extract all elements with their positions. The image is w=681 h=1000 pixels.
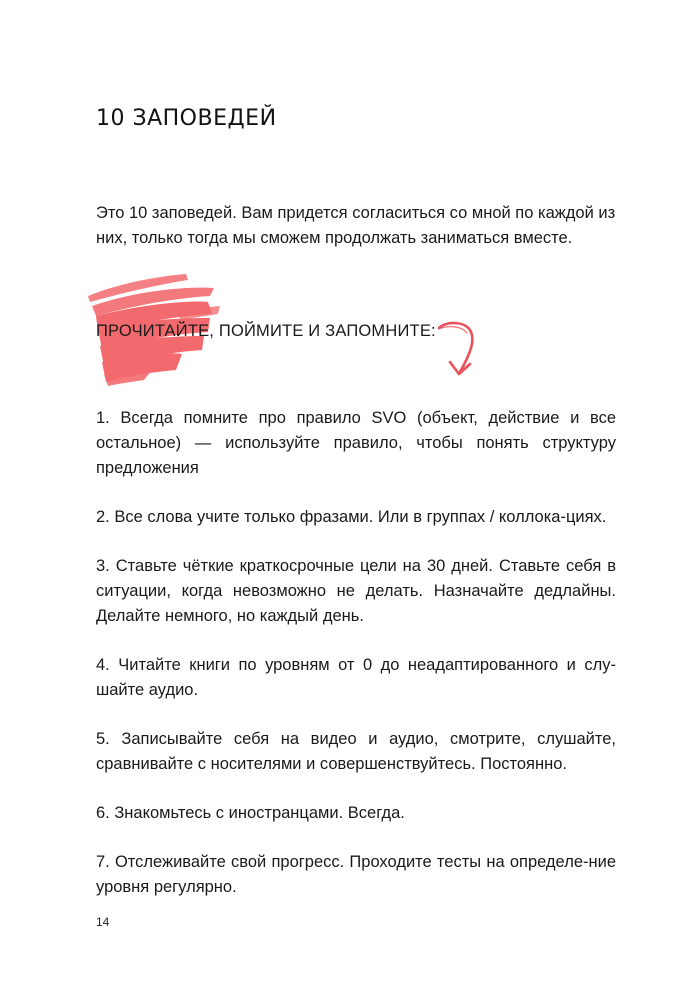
- list-item: 6. Знакомьтесь с иностранцами. Всегда.: [96, 804, 405, 822]
- page-number: 14: [96, 915, 110, 929]
- list-item: 7. Отслеживайте свой прогресс. Проходите тесты на определе-ние уровня регулярно.: [96, 853, 616, 896]
- curved-arrow-down-icon: [436, 318, 480, 380]
- list-item: 1. Всегда помните про правило SVO (объект, действие и все остальное) — используйте правило, чтобы понять структуру предложения: [96, 409, 616, 477]
- list-item: 5. Записывайте себя на видео и аудио, смотрите, слушайте, сравнивайте с носителями и совершенствуйтесь. Постоянно.: [96, 730, 616, 773]
- page-title: 10 ЗАПОВЕДЕЙ: [96, 106, 277, 131]
- rules-list: [96, 406, 616, 924]
- intro-paragraph: Это 10 заповедей. Вам придется согласиться со мной по каждой из них, только тогда мы сможем продолжать заниматься вместе.: [96, 204, 616, 247]
- list-item: 2. Все слова учите только фразами. Или в группах / коллока-циях.: [96, 508, 607, 526]
- subheading: ПРОЧИТАЙТЕ, ПОЙМИТЕ И ЗАПОМНИТЕ:: [96, 321, 436, 340]
- subheading-row: [96, 318, 436, 344]
- list-item: 3. Ставьте чёткие краткосрочные цели на 30 дней. Ставьте себя в ситуации, когда невозможно не делать. Назначайте дедлайны. Делайте немного, но каждый день.: [96, 557, 616, 625]
- list-item: 4. Читайте книги по уровням от 0 до неадаптированного и слу-шайте аудио.: [96, 656, 616, 699]
